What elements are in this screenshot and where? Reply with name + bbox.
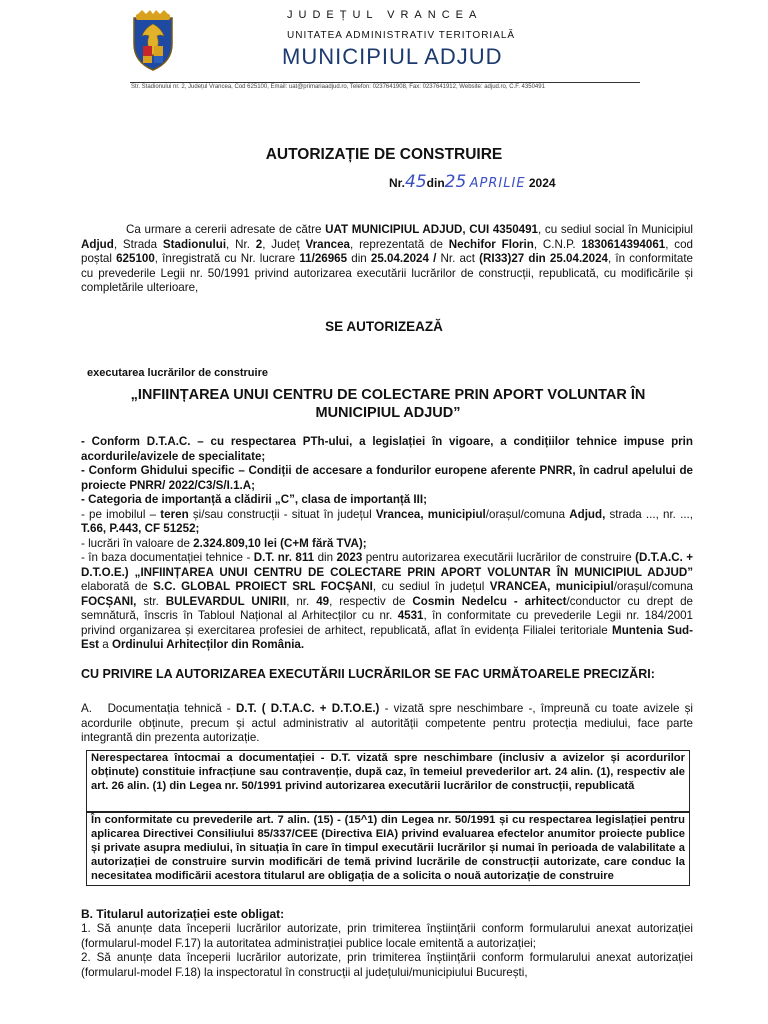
conditions-list (81, 435, 693, 653)
text-run: 4531 (397, 609, 424, 622)
section-b-list (81, 922, 693, 980)
text-run: 49 (316, 594, 330, 608)
coat-of-arms-icon (128, 10, 178, 72)
text-run: - pe imobilul – (81, 507, 161, 521)
section-b-heading: B. Titularul autorizației este obligat: (81, 907, 285, 921)
text-run: T.66, P.443, CF 51252; (81, 522, 200, 535)
condition-item: - Categoria de importanță a clădirii „C”, clasa de importanță III; (81, 493, 427, 506)
section-a-label: A. (81, 702, 92, 715)
se-autorizeaza-heading: SE AUTORIZEAZĂ (325, 319, 443, 334)
text-run: , C.N.P. (533, 237, 582, 251)
text-run: și/sau construcții - situat în județul (192, 507, 376, 521)
obligation-item: 2. Să anunțe data începerii lucrărilor autorizate, prin trimiterea înștiințării conform formularului anexat autorizației (formularul-model F.18) la inspectoratul în construcții al județului/municipiului București, (81, 951, 693, 979)
text-run: - lucrări în valoare de (81, 536, 194, 550)
text-run: din (347, 252, 371, 266)
nr-value: 45 (405, 172, 427, 192)
text-run: BULEVARDUL UNIRII (165, 594, 287, 608)
act-number: (RI33)27 din 25.04.2024 (479, 252, 608, 266)
postal-code: 625100 (116, 252, 155, 266)
nr-label: Nr. (389, 176, 406, 190)
condition-item (81, 551, 693, 653)
year-value: 2024 (528, 176, 556, 190)
text-run: D.T. nr. 811 (253, 551, 315, 564)
warning-box-1: Nerespectarea întocmai a documentației - D.T. vizată spre neschimbare (inclusiv a avizelor și acordurilor obținute) constituie infracțiune sau contravenție, după caz, în temeiul prevederilor art. 24 alin. (1), respectiv ale art. 26 alin. (1) din Legea nr. 50/1991 privind autorizarea executării lucrărilor de construcții, republicată (86, 750, 690, 812)
text-run: , reprezentată de (350, 237, 449, 251)
header-contact: Str. Stadionului nr. 2, Județul Vrancea, Cod 625100, Email: uat@primariaadjud.ro, Telefon: 0237641908, Fax: 0237641912, Website: adjud.ro, C.F. 4350491 (131, 84, 545, 90)
work-number: 11/26965 (299, 252, 348, 266)
text-run: /conductor cu drept de semnătură, înscris în Tabloul Național al Arhitecților cu nr. (81, 594, 693, 622)
text-run: , cod poștal (81, 237, 693, 266)
text-run: a (99, 638, 112, 651)
text-run: Vrancea (305, 237, 350, 251)
text-run: /orașul/comuna (613, 580, 693, 593)
condition-item (81, 537, 693, 552)
cnp-value: 1830614394061 (581, 237, 666, 251)
text-run: Adjud, (569, 507, 606, 521)
day-value: 25 (444, 172, 467, 192)
executarea-label: executarea lucrărilor de construire (87, 367, 268, 379)
text-run: teren (160, 507, 193, 521)
text-run: Adjud (81, 237, 114, 251)
text-run: 25.04.2024 / (370, 252, 441, 266)
text-run: , cu sediul social în Municipiul (538, 223, 693, 236)
text-run: str. (136, 594, 166, 608)
header-unit: UNITATEA ADMINISTRATIV TERITORIALĂ (287, 30, 516, 41)
text-run: 2 (255, 237, 263, 251)
text-run: Muntenia Sud-Est (81, 623, 693, 651)
obligation-item: 1. Să anunțe data începerii lucrărilor autorizate, prin trimiterea înștiințării conform formularului anexat autorizației (formularul-model F.17) la autoritatea administrației publice locale emitentă a autorizației; (81, 922, 693, 950)
text-run: , în conformitate cu prevederile Legii nr. 50/1991 privind autorizarea executării lucrărilor de construcții, republicată, cu modificările și completările ulterioare, (81, 252, 693, 295)
warning-box-2: În conformitate cu prevederile art. 7 alin. (15) - (15^1) din Legea nr. 50/1991 și cu respectarea legislației pentru aplicarea Directivei Consiliului 85/337/CEE (Directiva EIA) privind evaluarea efectelor anumitor proiecte publice și private asupra mediului, în situația în care în timpul executării lucrărilor și numai în perioada de valabilitate a autorizației de construire survin modificări de temă privind lucrările de construcții autorizate, care conduc la necesitatea modificării acestora titularul are obligația de a solicita o nouă autorizație de construire (86, 812, 690, 886)
project-title: „INFIINȚAREA UNUI CENTRU DE COLECTARE PRIN APORT VOLUNTAR ÎN MUNICIPIUL ADJUD” (130, 387, 646, 421)
text-run: , Județ (262, 237, 306, 251)
text-run: Vrancea, municipiul (375, 507, 486, 521)
header-county: JUDEȚUL VRANCEA (287, 9, 483, 21)
month-value: APRILIE (469, 176, 526, 191)
request-paragraph (81, 223, 693, 296)
text-run: Stadionului (162, 237, 227, 251)
condition-item: - Conform Ghidului specific – Condiții de accesare a fondurilor europene aferente PNRR, în cadrul apelului de proiecte PNRR/ 2022/C3/S/I.1.A; (81, 464, 693, 492)
text-run: din (314, 551, 337, 564)
works-value: 2.324.809,10 lei (C+M fără TVA); (193, 536, 367, 550)
section-a (81, 702, 693, 746)
text-run: - în baza documentației tehnice - (81, 551, 254, 564)
text-run: , Strada (113, 237, 163, 251)
representative-name: Nechifor Florin (448, 237, 534, 251)
applicant-name: UAT MUNICIPIUL ADJUD, CUI 4350491 (325, 223, 538, 236)
text-run: , înregistrată cu Nr. lucrare (154, 252, 300, 266)
text-run: Ordinului Arhitecților din România. (111, 638, 305, 651)
text-run: FOCȘANI, (81, 594, 137, 608)
text-run: , nr. (286, 594, 317, 608)
text-run: 2023 (336, 551, 363, 564)
text-run: , Nr. (226, 237, 256, 251)
designer-company: S.C. GLOBAL PROIECT SRL FOCȘANI (153, 580, 373, 593)
text-run: /orașul/comuna (485, 507, 570, 521)
architect-name: Cosmin Nedelcu - arhitect (412, 594, 567, 608)
text-run: , respectiv de (329, 594, 413, 608)
document-number-line (389, 172, 556, 192)
text-run: - vizată spre neschimbare -, împreună cu toate avizele și acordurile obținute, precum și actul administrativ al autorității competente pentru protecția mediului, face parte integrantă din prezenta autorizație. (81, 702, 693, 744)
text-run: (D.T.A.C. + D.T.O.E.) „INFIINȚAREA UNUI CENTRU DE COLECTARE PRIN APORT VOLUNTAR ÎN MUNICIPIUL ADJUD” (81, 551, 693, 579)
document-title: AUTORIZAȚIE DE CONSTRUIRE (265, 146, 503, 163)
text-run: , cu sediul în județul (372, 580, 490, 593)
text-run: elaborată de (81, 580, 154, 593)
condition-item: - Conform D.T.A.C. – cu respectarea PTh-ului, a legislației în vigoare, a condițiilor tehnice impuse prin acordurile/avizele de specialitate; (81, 435, 693, 463)
text-run: Ca urmare a cererii adresate de către (126, 223, 326, 236)
header-city: MUNICIPIUL ADJUD (282, 44, 503, 69)
header-divider (130, 82, 640, 83)
text-run: pentru autorizarea executării lucrărilor de construire (362, 551, 636, 564)
text-run: Nr. act (440, 252, 480, 266)
text-run: Documentația tehnică - (107, 702, 236, 715)
precizari-heading: CU PRIVIRE LA AUTORIZAREA EXECUTĂRII LUCRĂRILOR SE FAC URMĂTOARELE PRECIZĂRI: (81, 667, 655, 681)
text-run: , în conformitate cu prevederile Legii nr. 184/2001 privind organizarea și exercitarea profesiei de arhitect, republicată, aflat în evidența Filialei teritoriale (81, 609, 693, 637)
text-run: VRANCEA, municipiul (489, 580, 614, 593)
din-label: din (426, 176, 445, 190)
text-run: strada ..., nr. ..., (605, 507, 693, 521)
condition-item (81, 508, 693, 537)
text-run: D.T. ( D.T.A.C. + D.T.O.E.) (235, 702, 380, 715)
